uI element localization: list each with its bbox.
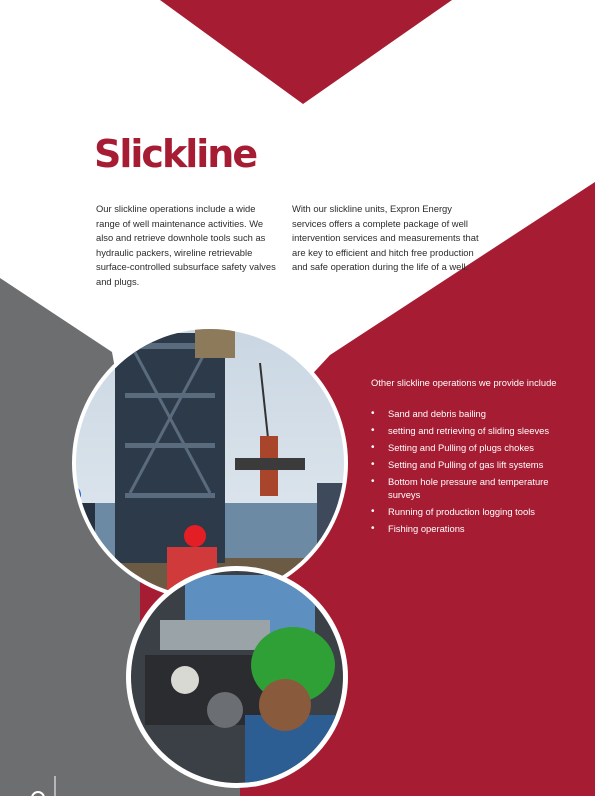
list-item — [371, 505, 576, 519]
bullet-icon: • — [371, 506, 375, 517]
list-item — [371, 441, 576, 455]
bullet-icon: • — [371, 475, 375, 487]
offshore-rig-photo — [55, 323, 365, 603]
bullet-icon: • — [371, 407, 375, 419]
page-title: Slickline — [94, 132, 257, 176]
operations-heading: Other slickline operations we provide include — [371, 377, 557, 388]
operations-panel — [371, 376, 576, 539]
list-item-text: Sand and debris bailing — [388, 407, 486, 419]
list-item-text: Running of production logging tools — [388, 506, 535, 517]
list-item-text: Setting and Pulling of plugs chokes — [388, 441, 534, 453]
list-item — [371, 424, 576, 438]
bullet-icon: • — [371, 458, 375, 470]
list-item — [371, 522, 576, 536]
list-item-text: Bottom hole pressure and temperature surveys — [388, 475, 549, 500]
bullet-icon: • — [371, 523, 375, 534]
operations-list — [371, 407, 576, 536]
list-item-text: Fishing operations — [388, 523, 465, 534]
list-item — [371, 458, 576, 472]
list-item — [371, 475, 576, 502]
list-item-text: setting and retrieving of sliding sleeves — [388, 424, 550, 436]
intro-paragraph-right: With our slickline units, Expron Energy services offers a complete package of well intervention services and measurements that are key to efficient and hitch free production and safe operation during the life of a well. — [292, 203, 479, 273]
bullet-icon: • — [371, 424, 375, 436]
list-item-text: Setting and Pulling of gas lift systems — [388, 458, 544, 470]
list-item — [371, 407, 576, 421]
slickline-unit-photo — [125, 565, 350, 790]
intro-paragraph-left: Our slickline operations include a wide range of well maintenance activities. We also and retrieve downhole tools such as hydraulic packers, wireline retrievable surface-controlled subsurface safety valves and plugs. — [96, 203, 276, 287]
page-corner-mark — [0, 776, 60, 796]
bullet-icon: • — [371, 441, 375, 453]
